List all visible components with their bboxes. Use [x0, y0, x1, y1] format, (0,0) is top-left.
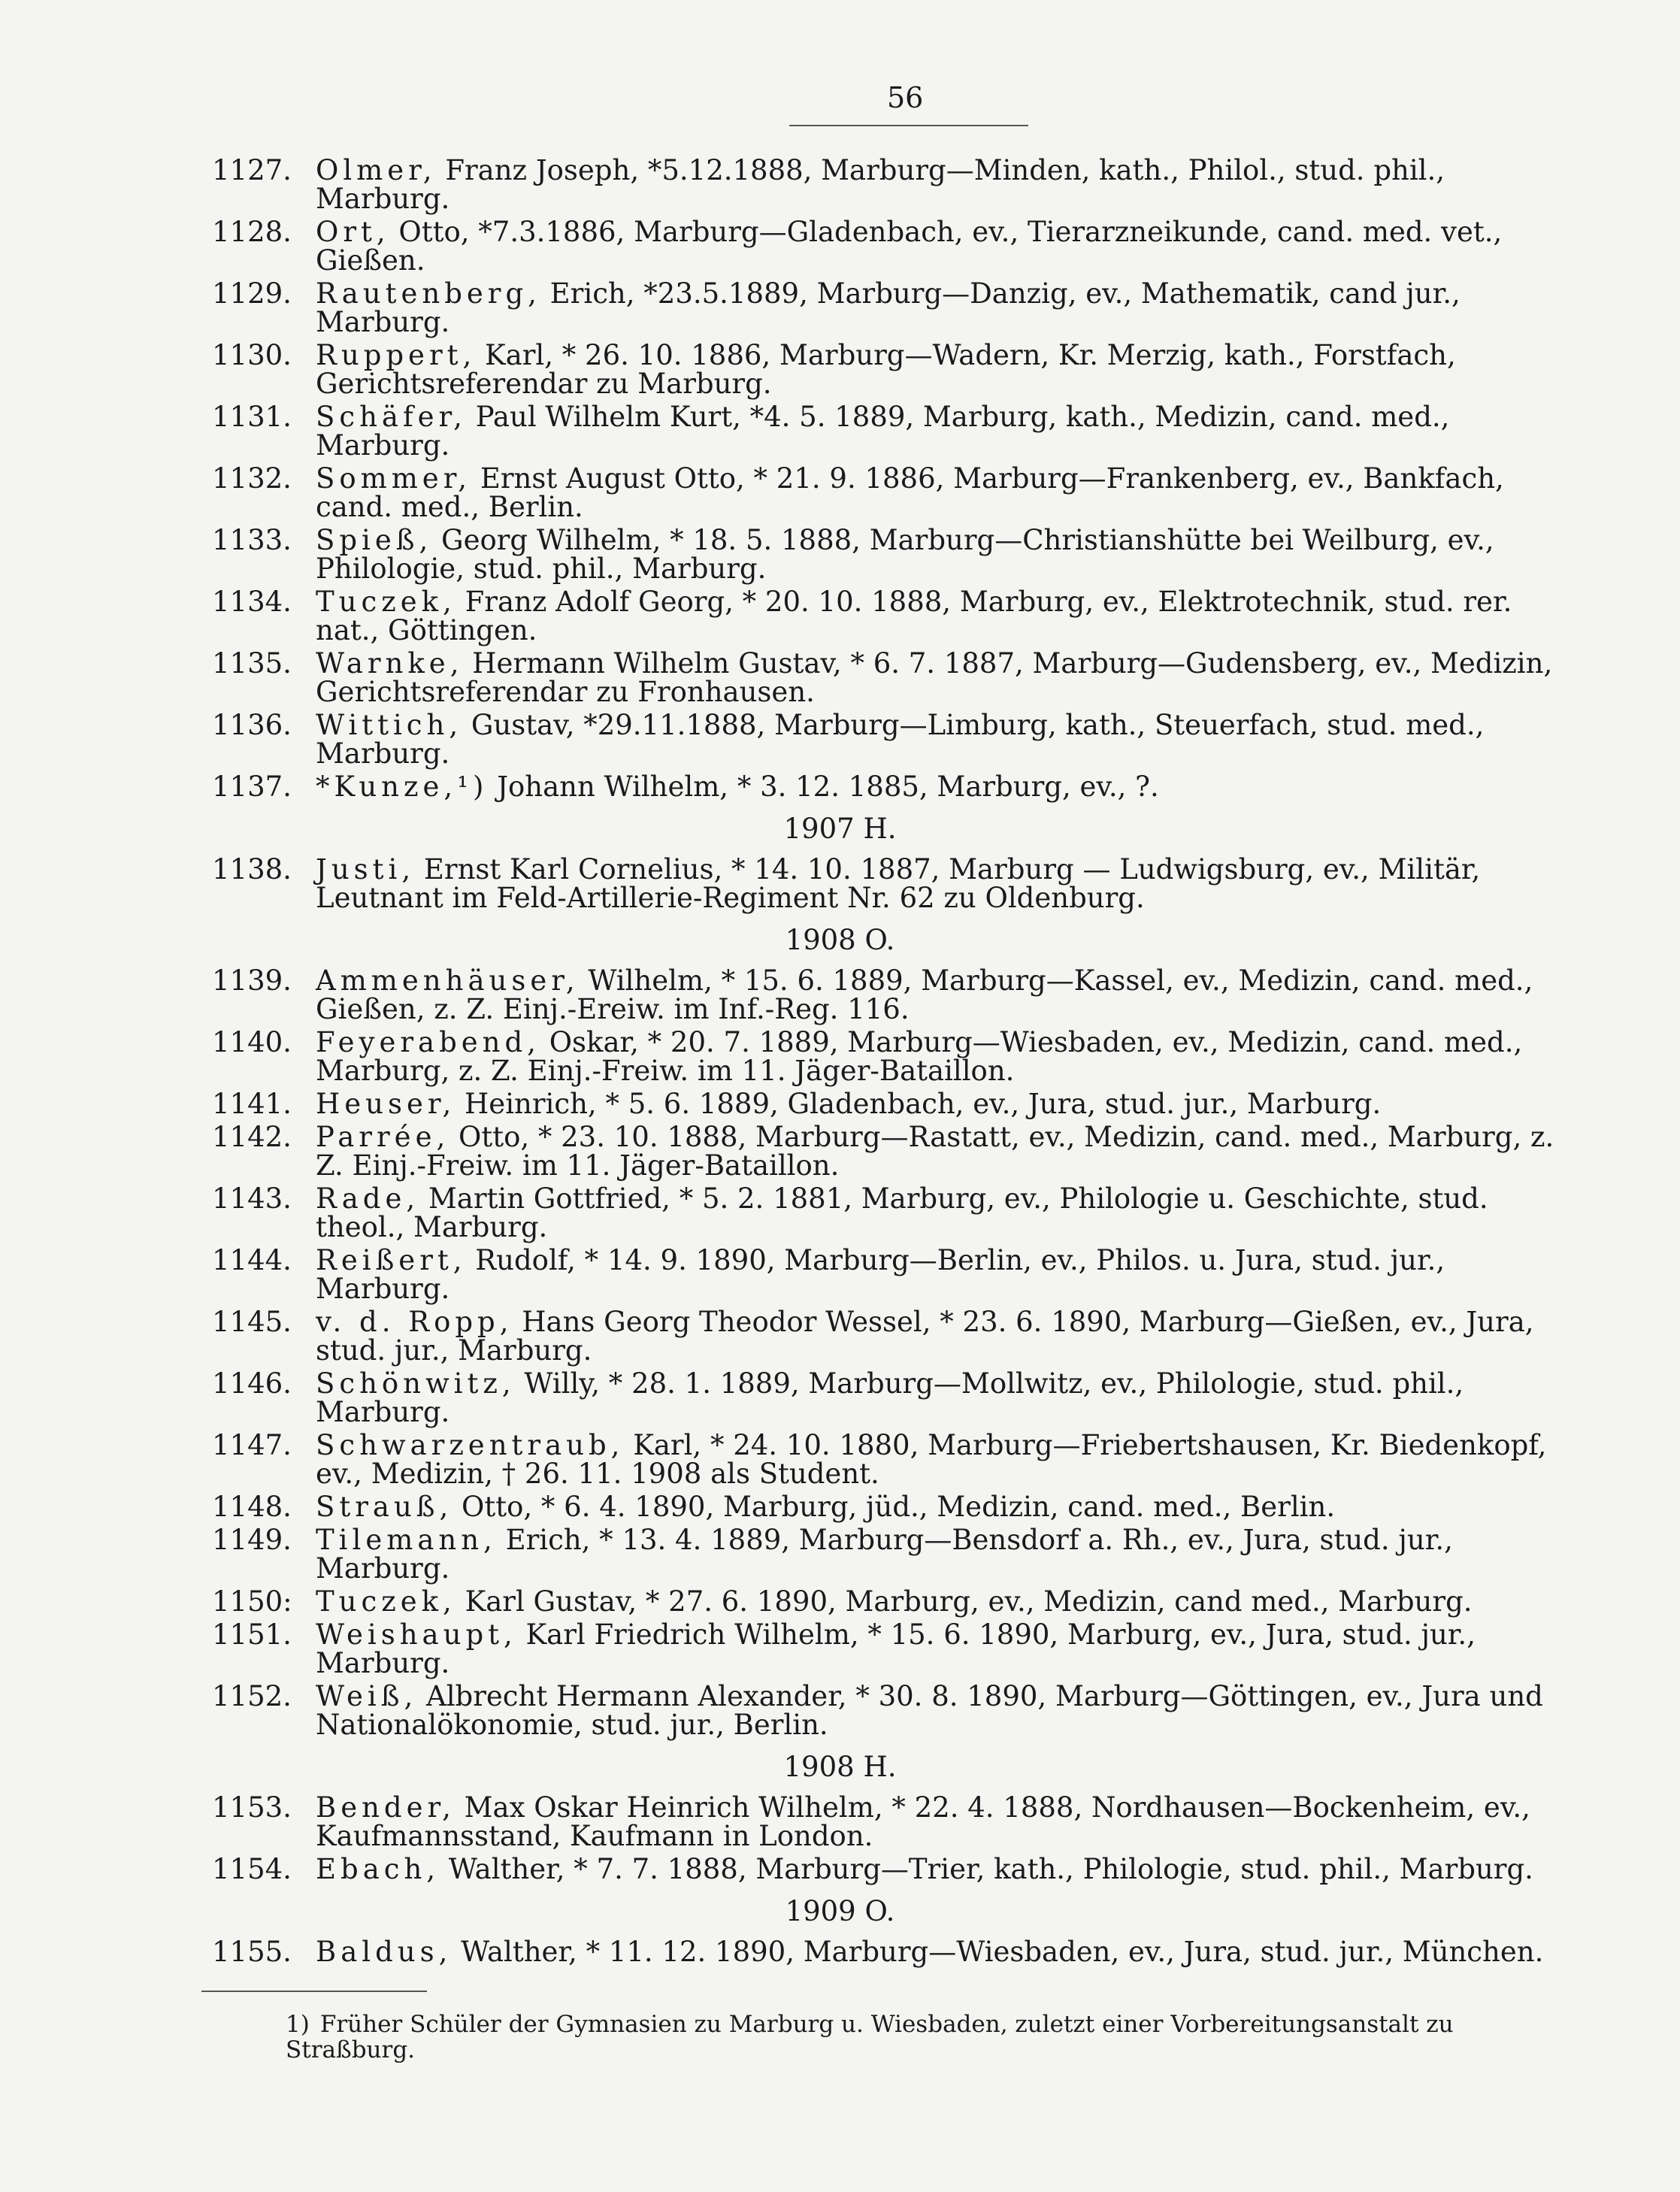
entry-surname: Ammenhäuser, — [316, 964, 580, 997]
register-entry — [0, 1791, 1680, 1852]
register-entry — [0, 1938, 1680, 1966]
entry-details: Otto, * 6. 4. 1890, Marburg, jüd., Medizin, cand. med., Berlin. — [462, 1491, 1336, 1523]
entry-number: 1148. — [212, 1491, 292, 1523]
register-entry — [0, 1493, 1680, 1521]
entry-details: Walther, * 11. 12. 1890, Marburg—Wiesbaden, ev., Jura, stud. jur., München. — [461, 1936, 1544, 1968]
entry-number: 1132. — [212, 462, 292, 495]
entry-details: Franz Joseph, *5.12.1888, Marburg—Minden, kath., Philol., stud. phil., Marburg. — [316, 154, 1445, 215]
entry-number: 1138. — [212, 853, 292, 886]
register-entry — [0, 1585, 1680, 1618]
register-entry — [0, 403, 1680, 460]
entry-number: 1152. — [212, 1680, 292, 1712]
entry-number: 1147. — [212, 1429, 292, 1461]
register-entry — [0, 855, 1680, 913]
entry-number: 1153. — [212, 1791, 292, 1824]
register-entry — [0, 1682, 1680, 1739]
register-entry — [0, 711, 1680, 768]
entry-surname: Justi, — [316, 853, 416, 886]
entry-surname: Warnke, — [316, 647, 464, 680]
register-entry — [0, 1855, 1680, 1884]
entry-details: Gustav, *29.11.1888, Marburg—Limburg, kath., Steuerfach, stud. med., Marburg. — [316, 709, 1485, 770]
entry-number: 1135. — [212, 647, 292, 680]
entry-details: Karl Friedrich Wilhelm, * 15. 6. 1890, Marburg, ev., Jura, stud. jur., Marburg. — [316, 1618, 1476, 1679]
register-list — [0, 156, 1680, 1971]
entry-details: Karl Gustav, * 27. 6. 1890, Marburg, ev., Medizin, cand med., Marburg. — [465, 1585, 1473, 1618]
entry-details: Max Oskar Heinrich Wilhelm, * 22. 4. 1888, Nordhausen—Bockenheim, ev., Kaufmannsstand, Kaufmann in London. — [316, 1791, 1530, 1852]
register-entry — [0, 773, 1680, 801]
entry-surname: Olmer, — [316, 154, 437, 186]
entry-details: Karl, * 24. 10. 1880, Marburg—Friebertshausen, Kr. Biedenkopf, ev., Medizin, † 26. 11. 1908 als Student. — [316, 1429, 1547, 1490]
register-entry — [0, 1308, 1680, 1365]
register-entry — [0, 1123, 1680, 1180]
entry-details: Ernst August Otto, * 21. 9. 1886, Marburg—Frankenberg, ev., Bankfach, cand. med., Berlin. — [316, 462, 1504, 523]
entry-details: Hans Georg Theodor Wessel, * 23. 6. 1890, Marburg—Gießen, ev., Jura, stud. jur., Marburg. — [316, 1306, 1534, 1367]
register-entry — [0, 1431, 1680, 1488]
register-entry — [0, 964, 1680, 1025]
entry-surname: Schäfer, — [316, 401, 467, 433]
entry-details: Heinrich, * 5. 6. 1889, Gladenbach, ev., Jura, stud. jur., Marburg. — [465, 1088, 1382, 1120]
register-entry — [0, 341, 1680, 398]
entry-surname: Wittich, — [316, 709, 463, 741]
entry-details: Oskar, * 20. 7. 1889, Marburg—Wiesbaden, ev., Medizin, cand. med., Marburg, z. Z. Einj.-Freiw. im 11. Jäger-Bataillon. — [316, 1026, 1523, 1087]
entry-surname: Bender, — [316, 1791, 456, 1824]
entry-surname: Feyerabend, — [316, 1026, 540, 1058]
entry-number: 1136. — [212, 709, 292, 741]
entry-number: 1151. — [212, 1618, 292, 1651]
register-entry — [0, 1526, 1680, 1583]
entry-surname: Tilemann, — [316, 1524, 497, 1556]
semester-heading: 1908 H. — [783, 1751, 897, 1783]
register-entry — [0, 1618, 1680, 1679]
page-number: 56 — [887, 81, 924, 114]
entry-number: 1145. — [212, 1306, 292, 1338]
entry-details: Wilhelm, * 15. 6. 1889, Marburg—Kassel, ev., Medizin, cand. med., Gießen, z. Z. Einj.-Ereiw. im Inf.-Reg. 116. — [316, 964, 1533, 1025]
entry-surname: Rade, — [316, 1182, 420, 1215]
register-entry — [0, 526, 1680, 583]
register-entry — [0, 649, 1680, 707]
register-entry — [0, 1246, 1680, 1303]
entry-surname: *Kunze,¹) — [316, 771, 489, 803]
entry-details: Willy, * 28. 1. 1889, Marburg—Mollwitz, ev., Philologie, stud. phil., Marburg. — [316, 1367, 1464, 1428]
entry-surname: Ort, — [316, 216, 390, 248]
register-entry — [0, 462, 1680, 523]
entry-surname: Parrée, — [316, 1121, 450, 1153]
entry-details: Hermann Wilhelm Gustav, * 6. 7. 1887, Marburg—Gudensberg, ev., Medizin, Gerichtsreferendar zu Fronhausen. — [316, 647, 1553, 708]
entry-surname: Tuczek, — [316, 586, 456, 618]
entry-number: 1142. — [212, 1121, 292, 1153]
entry-number: 1134. — [212, 586, 292, 618]
register-entry — [0, 1028, 1680, 1085]
entry-number: 1141. — [212, 1088, 292, 1120]
entry-number: 1131. — [212, 401, 292, 433]
register-entry — [0, 1182, 1680, 1243]
register-entry — [0, 588, 1680, 645]
entry-number: 1155. — [212, 1936, 292, 1968]
entry-surname: Strauß, — [316, 1491, 453, 1523]
entry-number: 1146. — [212, 1367, 292, 1400]
page-number-rule — [789, 125, 1028, 126]
entry-details: Karl, * 26. 10. 1886, Marburg—Wadern, Kr. Merzig, kath., Forstfach, Gerichtsreferendar zu Marburg. — [316, 339, 1456, 400]
entry-number: 1130. — [212, 339, 292, 371]
footnote — [286, 2012, 1579, 2063]
semester-heading: 1909 O. — [785, 1895, 895, 1927]
entry-details: Franz Adolf Georg, * 20. 10. 1888, Marburg, ev., Elektrotechnik, stud. rer. nat., Göttingen. — [316, 586, 1512, 646]
entry-details: Rudolf, * 14. 9. 1890, Marburg—Berlin, ev., Philos. u. Jura, stud. jur., Marburg. — [316, 1244, 1445, 1305]
entry-details: Otto, *7.3.1886, Marburg—Gladenbach, ev., Tierarzneikunde, cand. med. vet., Gießen. — [316, 216, 1503, 277]
entry-number: 1127. — [212, 154, 292, 186]
entry-surname: Sommer, — [316, 462, 472, 495]
entry-details: Ernst Karl Cornelius, * 14. 10. 1887, Marburg — Ludwigsburg, ev., Militär, Leutnant im Feld-Artillerie-Regiment Nr. 62 zu Oldenburg. — [316, 853, 1481, 914]
entry-surname: Weishaupt, — [316, 1618, 517, 1651]
entry-details: Johann Wilhelm, * 3. 12. 1885, Marburg, ev., ?. — [497, 771, 1159, 803]
entry-details: Georg Wilhelm, * 18. 5. 1888, Marburg—Christianshütte bei Weilburg, ev., Philologie, stud. phil., Marburg. — [316, 524, 1494, 585]
register-entry — [0, 1367, 1680, 1428]
entry-surname: Schönwitz, — [316, 1367, 516, 1400]
semester-heading: 1907 H. — [783, 813, 897, 845]
entry-number: 1154. — [212, 1853, 292, 1885]
entry-number: 1133. — [212, 524, 292, 556]
footnote-mark: 1) — [286, 2011, 310, 2038]
entry-surname: Baldus, — [316, 1936, 453, 1968]
entry-surname: v. d. Ropp, — [316, 1306, 513, 1338]
register-entry — [0, 277, 1680, 338]
entry-number: 1149. — [212, 1524, 292, 1556]
entry-details: Martin Gottfried, * 5. 2. 1881, Marburg, ev., Philologie u. Geschichte, stud. theol., Marburg. — [316, 1182, 1488, 1243]
entry-details: Albrecht Hermann Alexander, * 30. 8. 1890, Marburg—Göttingen, ev., Jura und Nationalökonomie, stud. jur., Berlin. — [316, 1680, 1543, 1741]
entry-number: 1139. — [212, 964, 292, 997]
entry-surname: Rautenberg, — [316, 277, 541, 310]
entry-surname: Heuser, — [316, 1088, 456, 1120]
footnote-text: Früher Schüler der Gymnasien zu Marburg u. Wiesbaden, zuletzt einer Vorbereitungsanstalt zu Straßburg. — [286, 2011, 1454, 2063]
entry-number: 1129. — [212, 277, 292, 310]
entry-surname: Tuczek, — [316, 1585, 456, 1618]
entry-number: 1144. — [212, 1244, 292, 1276]
entry-surname: Reißert, — [316, 1244, 467, 1276]
register-entry — [0, 1090, 1680, 1119]
entry-details: Walther, * 7. 7. 1888, Marburg—Trier, kath., Philologie, stud. phil., Marburg. — [448, 1853, 1533, 1885]
entry-surname: Spieß, — [316, 524, 433, 556]
entry-number: 1137. — [212, 771, 292, 803]
entry-details: Erich, * 13. 4. 1889, Marburg—Bensdorf a. Rh., ev., Jura, stud. jur., Marburg. — [316, 1524, 1453, 1585]
register-entry — [0, 218, 1680, 275]
entry-surname: Schwarzentraub, — [316, 1429, 625, 1461]
entry-surname: Ebach, — [316, 1853, 440, 1885]
semester-heading: 1908 O. — [785, 924, 895, 956]
entry-number: 1143. — [212, 1182, 292, 1215]
entry-details: Paul Wilhelm Kurt, *4. 5. 1889, Marburg, kath., Medizin, cand. med., Marburg. — [316, 401, 1450, 462]
entry-details: Erich, *23.5.1889, Marburg—Danzig, ev., Mathematik, cand jur., Marburg. — [316, 277, 1461, 338]
entry-surname: Ruppert, — [316, 339, 477, 371]
footnote-rule — [201, 1991, 427, 1992]
entry-number: 1150: — [212, 1585, 292, 1618]
register-entry — [0, 156, 1680, 213]
entry-details: Otto, * 23. 10. 1888, Marburg—Rastatt, ev., Medizin, cand. med., Marburg, z. Z. Einj.-Freiw. im 11. Jäger-Bataillon. — [316, 1121, 1554, 1182]
entry-surname: Weiß, — [316, 1680, 418, 1712]
entry-number: 1140. — [212, 1026, 292, 1058]
entry-number: 1128. — [212, 216, 292, 248]
